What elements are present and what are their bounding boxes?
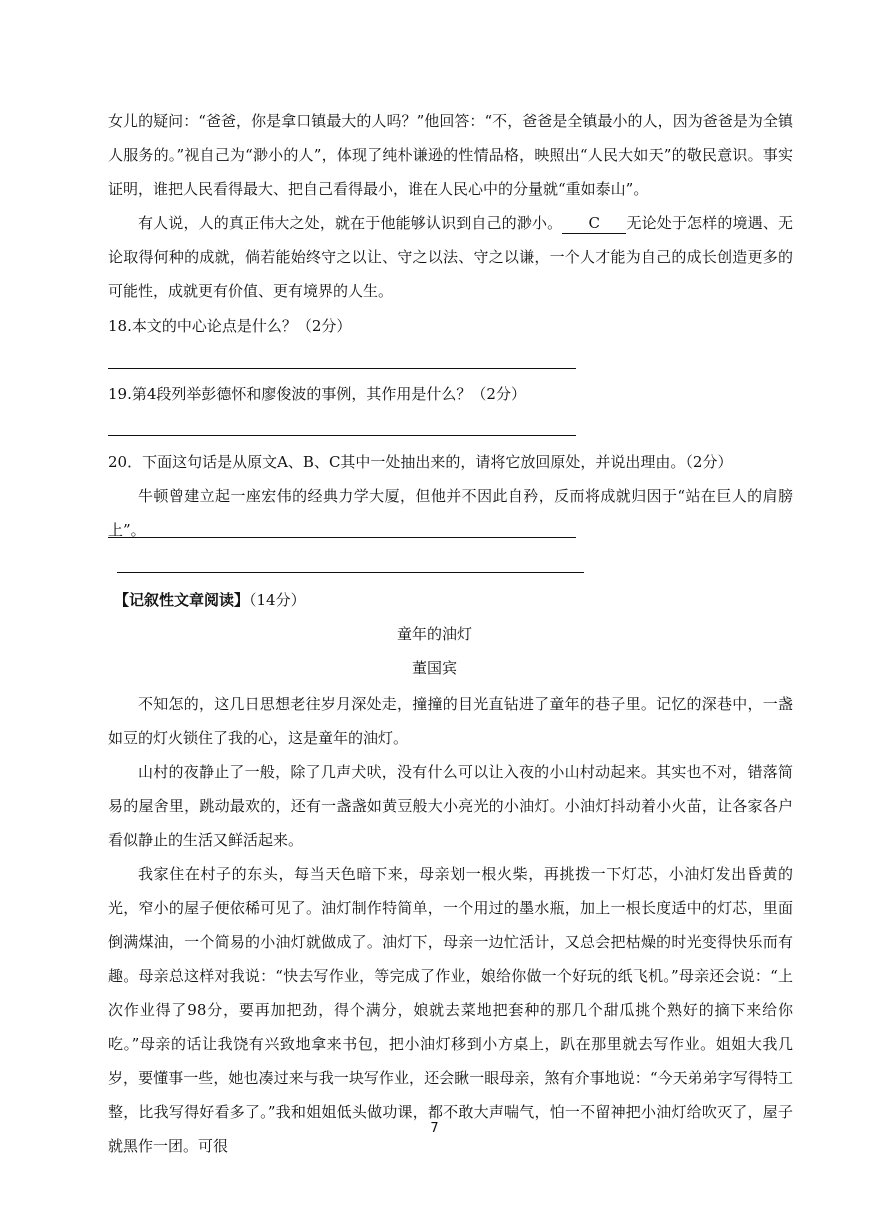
- answer-line[interactable]: [117, 572, 584, 573]
- answer-blank-c: C: [562, 213, 626, 234]
- article-paragraph-1: 不知怎的，这几日思想老往岁月深处走，撞撞的目光直钻进了童年的巷子里。记忆的深巷中，一盏如豆的灯火锁住了我的心，这是童年的油灯。: [108, 695, 793, 747]
- section-label: 【记叙性文章阅读】: [114, 591, 250, 609]
- question-20: 20．下面这句话是从原文A、B、C其中一处抽出来的，请将它放回原处，并说出理由。（2分）: [108, 453, 733, 471]
- passage-last-before: 有人说，人的真正伟大之处，就在于他能够认识到自己的渺小。: [138, 214, 563, 232]
- article-title: 童年的油灯: [396, 625, 472, 643]
- section-score: （14分）: [249, 591, 306, 609]
- answer-line[interactable]: [108, 435, 576, 436]
- answer-line[interactable]: [108, 368, 576, 369]
- article-author: 董国宾: [411, 659, 457, 677]
- answer-line[interactable]: [108, 537, 576, 538]
- passage-last-after: 无论处于怎样的境遇、无论取得何种的成就，倘若能始终守之以让、守之以法、守之以谦，一个人才能为自己的成长创造更多的可能性，成就更有价值、更有境界的人生。: [108, 214, 793, 300]
- article-paragraph-2: 山村的夜静止了一般，除了几声犬吠，没有什么可以让入夜的小山村动起来。其实也不对，错落简易的屋舍里，跳动最欢的，还有一盏盏如黄豆般大小亮光的小油灯。小油灯抖动着小火苗，让各家各户看似静止的生活又鲜活起来。: [108, 763, 793, 849]
- passage-paragraph: 女儿的疑问：“爸爸，你是拿口镇最大的人吗？”他回答：“不，爸爸是全镇最小的人，因为爸爸是为全镇人服务的。”视自己为“渺小的人”，体现了纯朴谦逊的性情品格，映照出“人民大如天”的敬民意识。事实证明，谁把人民看得最大、把自己看得最小，谁在人民心中的分量就“重如泰山”。: [108, 112, 793, 198]
- page-number: 7: [430, 1121, 439, 1136]
- question-20-sentence: 牛顿曾建立起一座宏伟的经典力学大厦，但他并不因此自矜，反而将成就归因于“站在巨人的肩膀上”。: [108, 487, 793, 539]
- passage-last-paragraph: [108, 206, 793, 308]
- question-19: 19.第4段列举彭德怀和廖俊波的事例，其作用是什么？（2分）: [108, 385, 526, 403]
- article-paragraph-3: 我家住在村子的东头，每当天色暗下来，母亲划一根火柴，再挑拨一下灯芯，小油灯发出昏黄的光，窄小的屋子便依稀可见了。油灯制作特简单，一个用过的墨水瓶，加上一根长度适中的灯芯，里面倒满煤油，一个简易的小油灯就做成了。油灯下，母亲一边忙活计，又总会把枯燥的时光变得快乐而有趣。母亲总这样对我说：“快去写作业，等完成了作业，娘给你做一个好玩的纸飞机。”母亲还会说：“上次作业得了98分，要再加把劲，得个满分，娘就去菜地把套种的那几个甜瓜挑个熟好的摘下来给你吃。”母亲的话让我饶有兴致地拿来书包，把小油灯移到小方桌上，趴在那里就去写作业。姐姐大我几岁，要懂事一些，她也凑过来与我一块写作业，还会瞅一眼母亲，煞有介事地说：“今天弟弟字写得特工整，比我写得好看多了。”我和姐姐低头做功课，都不敢大声喘气，怕一不留神把小油灯给吹灭了，屋子就黑作一团。可很: [108, 865, 793, 1155]
- question-18: 18.本文的中心论点是什么？（2分）: [108, 317, 352, 335]
- section-heading: [114, 583, 799, 617]
